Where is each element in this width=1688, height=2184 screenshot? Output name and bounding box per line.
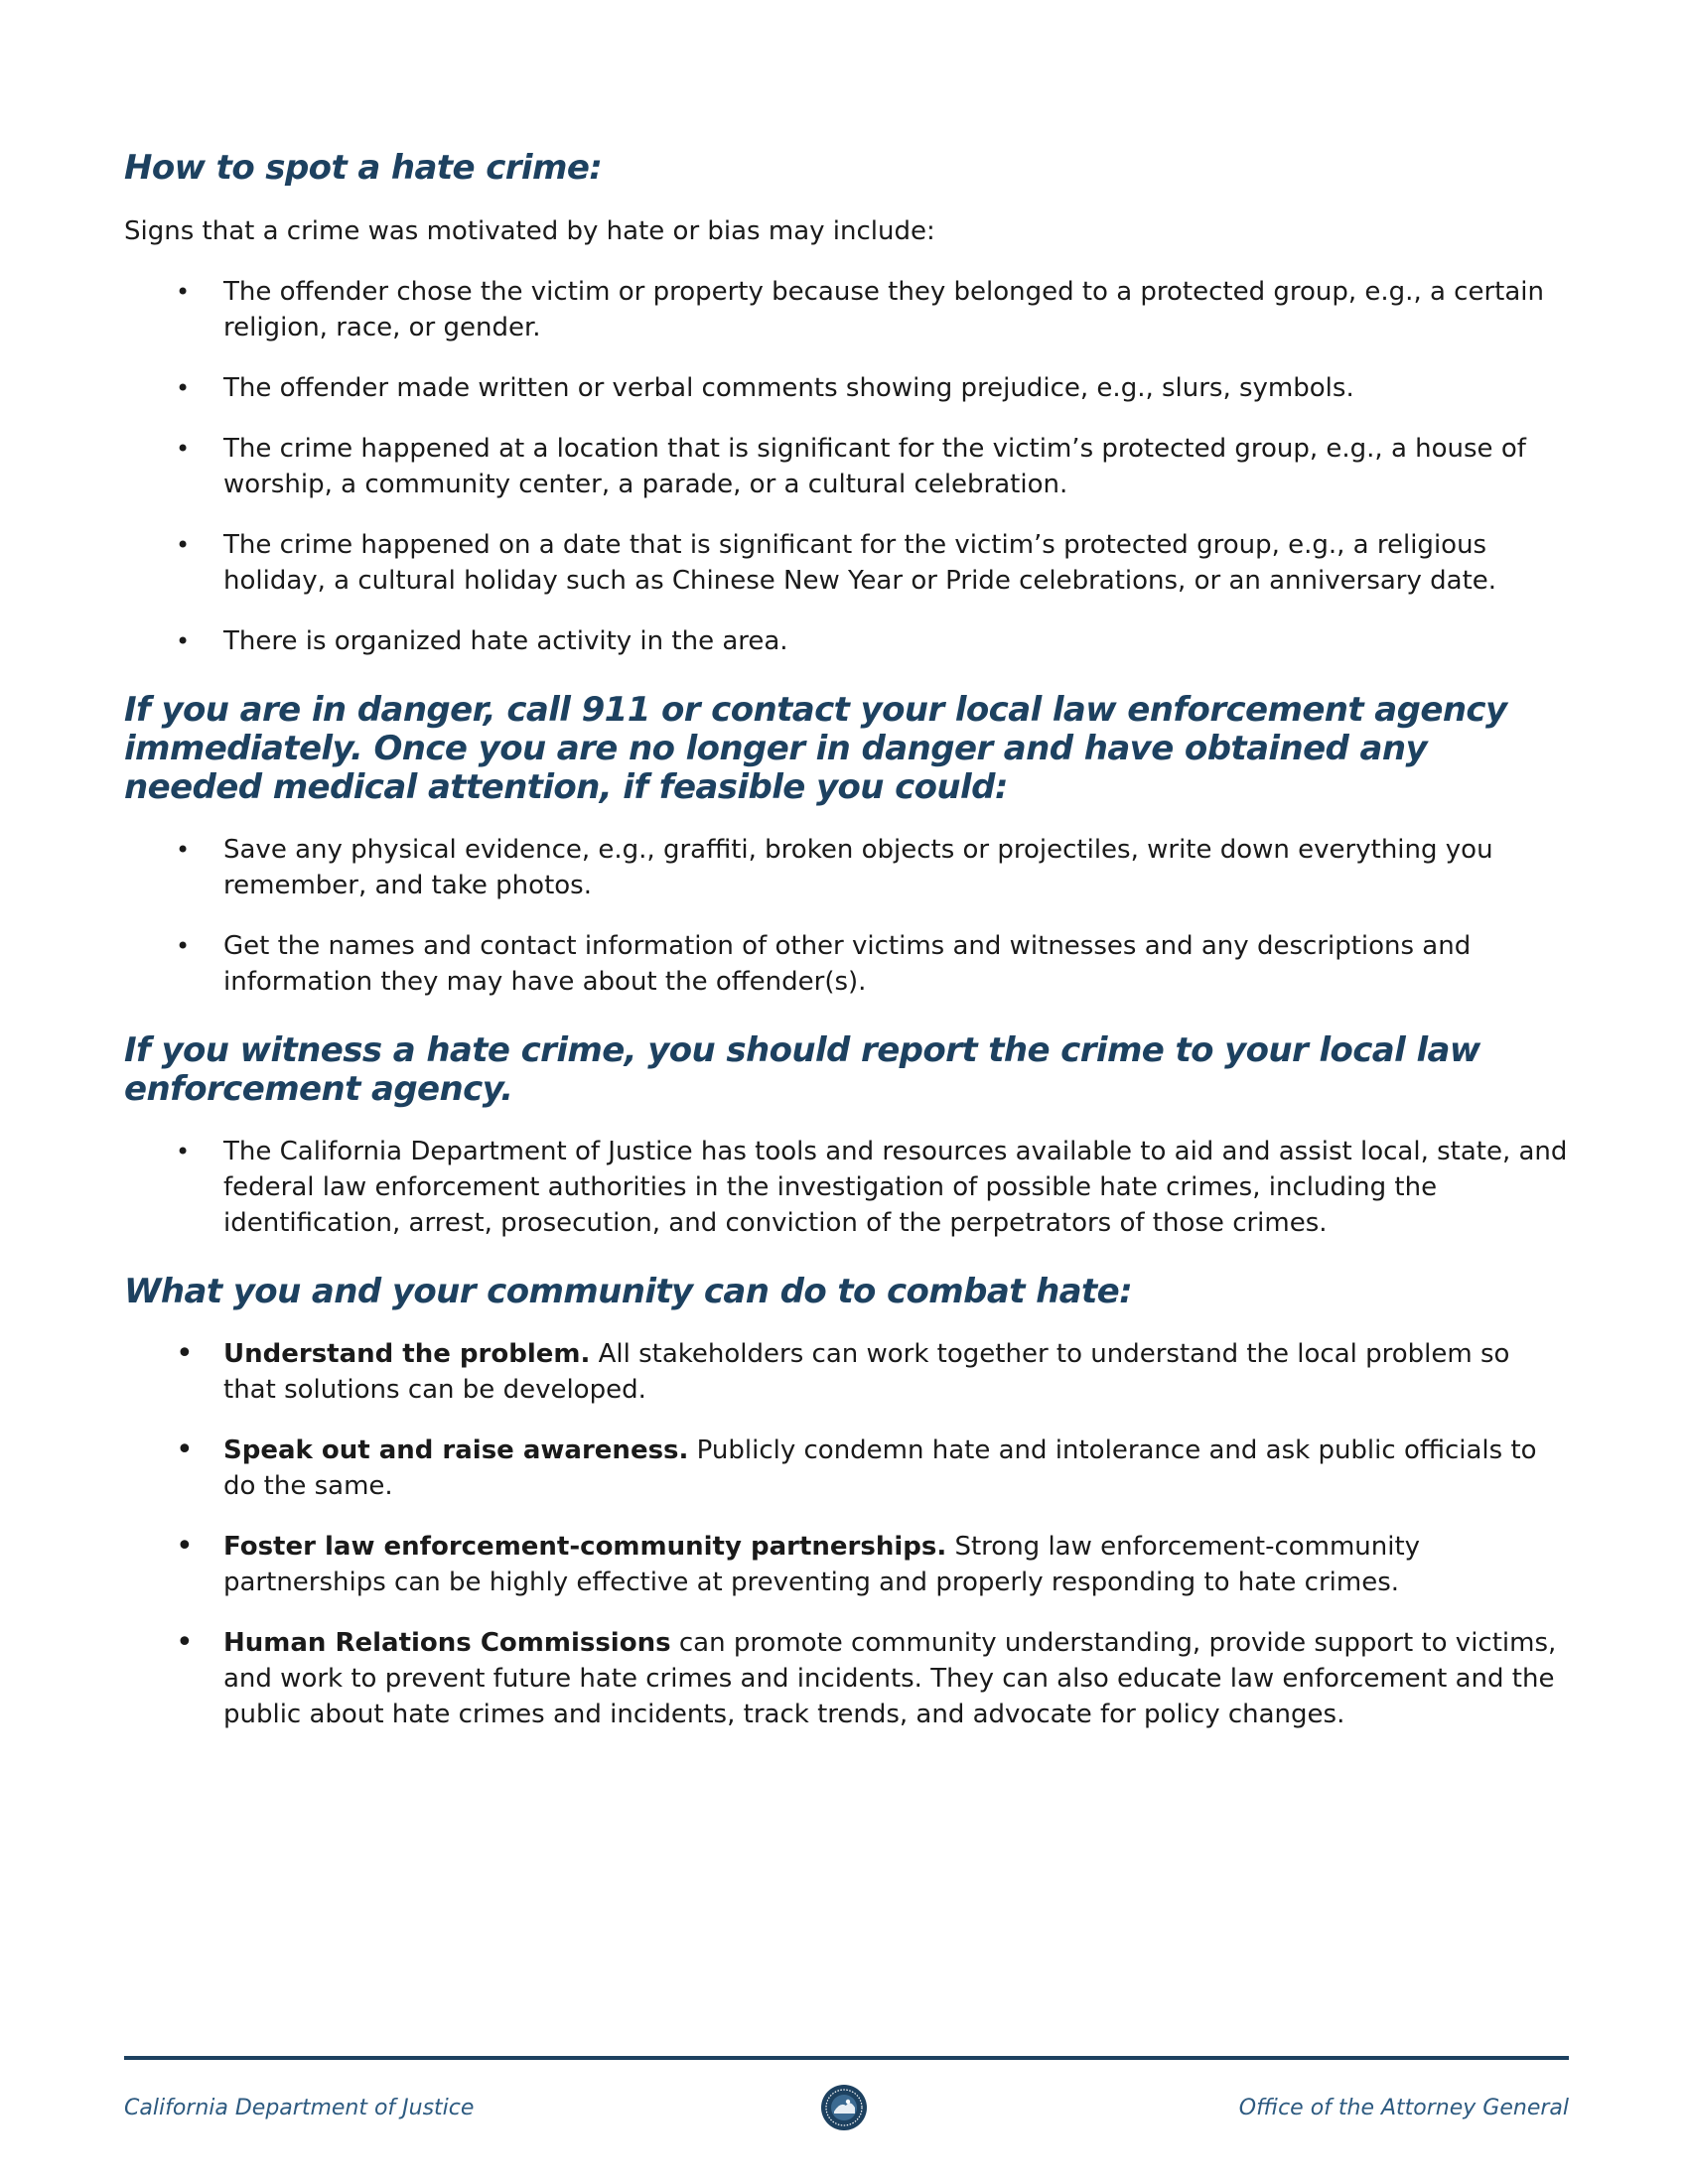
list-item-text: Publicly condemn hate and intolerance and ask public officials to do the same. (223, 1435, 1537, 1501)
bullet-icon: • (176, 531, 191, 559)
bullet-icon: • (176, 1138, 191, 1165)
footer-office-name: Office of the Attorney General (1238, 2096, 1569, 2120)
bullet-icon: • (176, 1336, 194, 1371)
seal-icon (820, 2084, 868, 2131)
bullet-list (124, 832, 1569, 1000)
bullet-icon: • (176, 932, 191, 960)
bullet-icon: • (176, 374, 191, 402)
list-item (124, 1529, 1569, 1600)
bullet-list (124, 274, 1569, 659)
section-if-in-danger (124, 691, 1569, 1000)
list-item (124, 370, 1569, 406)
list-item-lead: Understand the problem. (223, 1339, 591, 1369)
section-spot-hate-crime (124, 149, 1569, 659)
list-item-text: All stakeholders can work together to understand the local problem so that solutions can be developed. (223, 1339, 1510, 1405)
bullet-icon: • (176, 836, 191, 864)
bullet-icon: • (176, 1529, 194, 1564)
document-body (124, 149, 1569, 1732)
list-item-lead: Foster law enforcement-community partnerships. (223, 1532, 947, 1562)
list-item-lead: Speak out and raise awareness. (223, 1435, 689, 1465)
bullet-list (124, 1134, 1569, 1241)
list-item (124, 928, 1569, 1000)
bullet-list (124, 1336, 1569, 1732)
list-item (124, 1625, 1569, 1732)
section-heading: If you are in danger, call 911 or contact your local law enforcement agency immediately. Once you are no longer in danger and have obtained any needed medical attention, if feasible you could: (124, 690, 1507, 807)
list-item-text: The crime happened on a date that is significant for the victim’s protected group, e.g., a religious holiday, a cultural holiday such as Chinese New Year or Pride celebrations, or an anniversary date. (223, 530, 1497, 596)
list-item-text: The offender chose the victim or property because they belonged to a protected group, e.g., a certain religion, race, or gender. (223, 277, 1544, 342)
list-item-lead: Human Relations Commissions (223, 1628, 671, 1658)
list-item-text: can promote community understanding, provide support to victims, and work to prevent future hate crimes and incidents. They can also educate law enforcement and the public about hate crimes and incidents, track trends, and advocate for policy changes. (223, 1628, 1557, 1729)
footer-divider (124, 2056, 1569, 2060)
list-item (124, 431, 1569, 502)
list-item (124, 832, 1569, 903)
list-item (124, 274, 1569, 345)
list-item-text: Save any physical evidence, e.g., graffiti, broken objects or projectiles, write down everything you remember, and take photos. (223, 835, 1493, 900)
list-item (124, 527, 1569, 599)
list-item-text: There is organized hate activity in the area. (223, 626, 788, 656)
list-item-text: Get the names and contact information of other victims and witnesses and any descriptions and information they may have about the offender(s). (223, 931, 1472, 997)
list-item-text: The offender made written or verbal comments showing prejudice, e.g., slurs, symbols. (223, 373, 1354, 403)
bullet-icon: • (176, 627, 191, 655)
section-heading: How to spot a hate crime: (124, 148, 603, 188)
bullet-icon: • (176, 1625, 194, 1660)
section-intro: Signs that a crime was motivated by hate or bias may include: (124, 216, 935, 246)
bullet-icon: • (176, 435, 191, 463)
list-item (124, 623, 1569, 659)
section-witness-hate-crime (124, 1031, 1569, 1241)
list-item-text: The California Department of Justice has tools and resources available to aid and assist local, state, and federal law enforcement authorities in the investigation of possible hate crimes, including the identification, arrest, prosecution, and conviction of the perpetrators of those crimes. (223, 1137, 1568, 1238)
list-item (124, 1336, 1569, 1408)
bullet-icon: • (176, 278, 191, 306)
footer-department-name: California Department of Justice (124, 2096, 475, 2120)
section-heading: If you witness a hate crime, you should report the crime to your local law enforcement agency. (124, 1030, 1480, 1109)
list-item (124, 1134, 1569, 1241)
section-combat-hate (124, 1273, 1569, 1732)
list-item-text: Strong law enforcement-community partnerships can be highly effective at preventing and properly responding to hate crimes. (223, 1532, 1421, 1597)
list-item (124, 1433, 1569, 1504)
section-heading: What you and your community can do to combat hate: (124, 1272, 1133, 1311)
list-item-text: The crime happened at a location that is significant for the victim’s protected group, e.g., a house of worship, a community center, a parade, or a cultural celebration. (223, 434, 1526, 499)
bullet-icon: • (176, 1433, 194, 1467)
